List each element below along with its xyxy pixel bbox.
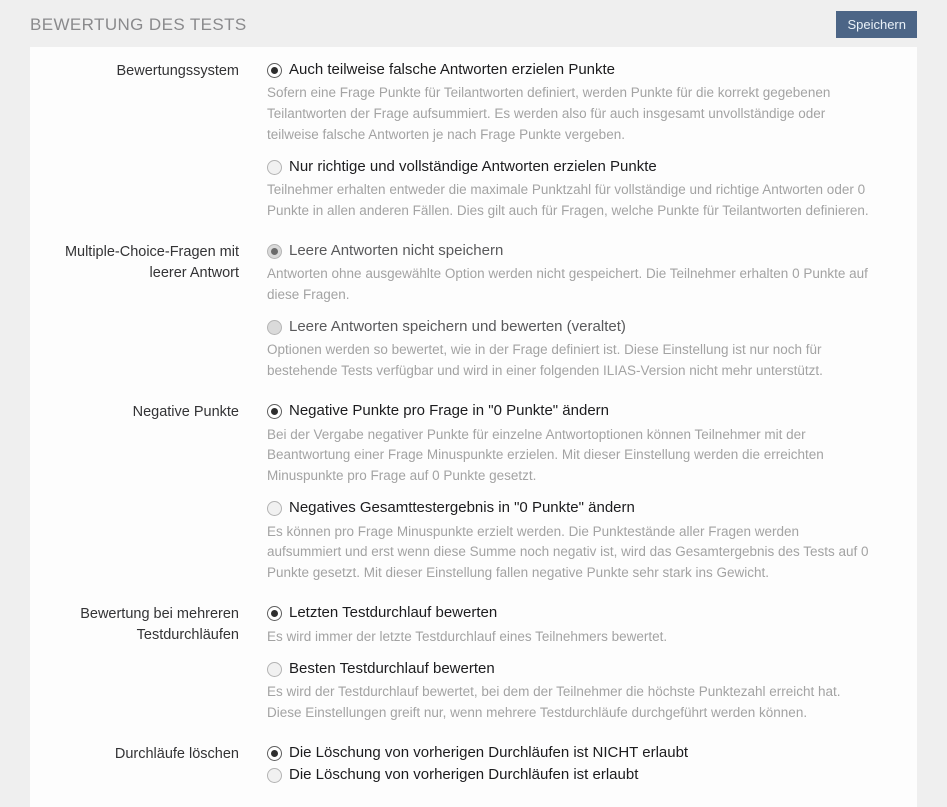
radio-option-label[interactable]: Negatives Gesamttestergebnis in "0 Punkte" ändern: [289, 499, 635, 517]
radio-button-unchecked-icon[interactable]: [267, 501, 282, 516]
radio-option-last-pass[interactable]: [267, 603, 875, 623]
option-help-text: Es wird immer der letzte Testdurchlauf eines Teilnehmers bewertet.: [267, 628, 668, 644]
radio-option-partial-points[interactable]: [267, 60, 875, 80]
radio-button-checked-icon[interactable]: [267, 63, 282, 78]
page-header: [0, 0, 947, 47]
radio-option-label: Leere Antworten nicht speichern: [289, 242, 504, 260]
option-help-text: Es können pro Frage Minuspunkte erzielt werden. Die Punktestände aller Fragen werden aufsummiert und erst wenn diese Summe noch negativ ist, wird das Gesamtergebnis des Tests auf 0 Punkte gesetzt. Mit dieser Einstellung fallen negative Punkte sehr stark ins Gewicht.: [267, 523, 869, 581]
radio-option-label[interactable]: Besten Testdurchlauf bewerten: [289, 659, 495, 677]
radio-option-empty-not-saved: [267, 241, 875, 261]
row-label-negative-punkte: Negative Punkte: [132, 404, 239, 421]
option-help-text: Antworten ohne ausgewählte Option werden nicht gespeichert. Die Teilnehmer erhalten 0 Punkte auf diese Fragen.: [267, 266, 868, 303]
radio-button-checked-icon[interactable]: [267, 606, 282, 621]
row-content: [267, 400, 917, 588]
form-row-mc-leere-antwort: [30, 240, 917, 386]
option-help-text: Optionen werden so bewertet, wie in der Frage definiert ist. Diese Einstellung ist nur noch für bestehende Tests verfügbar und wird in einer folgenden ILIAS-Version nicht mehr unterstützt.: [267, 342, 823, 379]
radio-option-best-pass[interactable]: [267, 659, 875, 679]
radio-option-delete-not-allowed[interactable]: [267, 743, 875, 763]
radio-option-label: Leere Antworten speichern und bewerten (veraltet): [289, 318, 626, 336]
radio-option-label[interactable]: Nur richtige und vollständige Antworten erzielen Punkte: [289, 158, 657, 176]
radio-option-label[interactable]: Negative Punkte pro Frage in "0 Punkte" ändern: [289, 402, 610, 420]
radio-button-unchecked-disabled-icon: [267, 320, 282, 335]
row-label-bewertungssystem: Bewertungssystem: [116, 63, 239, 79]
row-content: [267, 240, 917, 386]
radio-button-checked-icon[interactable]: [267, 746, 282, 761]
form-row-negative-punkte: [30, 400, 917, 588]
option-help-text: Bei der Vergabe negativer Punkte für einzelne Antwortoptionen können Teilnehmer mit der Beantwortung einer Frage Minuspunkte erzielen. Mit dieser Einstellung werden die erreichten Minuspunkte pro Frage auf 0 Punkte gesetzt.: [267, 426, 824, 484]
radio-option-negative-total[interactable]: [267, 498, 875, 518]
option-help-text: Es wird der Testdurchlauf bewertet, bei dem der Teilnehmer die höchste Punktezahl erreicht hat. Diese Einstellungen greift nur, wenn mehrere Testdurchläufe durchgeführt werden können.: [267, 683, 841, 720]
row-content: [267, 742, 917, 788]
radio-option-empty-saved-scored: [267, 317, 875, 337]
radio-button-unchecked-icon[interactable]: [267, 662, 282, 677]
page-title: BEWERTUNG DES TESTS: [30, 14, 247, 34]
radio-option-negative-per-question[interactable]: [267, 401, 875, 421]
radio-button-checked-disabled-icon: [267, 244, 282, 259]
row-content: [267, 59, 917, 226]
row-content: [267, 602, 917, 727]
radio-option-full-points-only[interactable]: [267, 157, 875, 177]
radio-button-unchecked-icon[interactable]: [267, 768, 282, 783]
form-row-mehrere-testdurchlaeufe: [30, 602, 917, 727]
radio-option-label[interactable]: Die Löschung von vorherigen Durchläufen ist NICHT erlaubt: [289, 743, 689, 761]
radio-option-label[interactable]: Letzten Testdurchlauf bewerten: [289, 604, 498, 622]
form-row-durchlaeufe-loeschen: [30, 742, 917, 788]
save-button[interactable]: Speichern: [836, 11, 917, 38]
row-label-mc-leere-antwort: Multiple-Choice-Fragen mit leerer Antwort: [64, 244, 239, 282]
radio-option-label[interactable]: Auch teilweise falsche Antworten erzielen Punkte: [289, 61, 616, 78]
option-help-text: Teilnehmer erhalten entweder die maximale Punktzahl für vollständige und richtige Antworten oder 0 Punkte in allen anderen Fällen. Dies gilt auch für Fragen, welche Punkte für Teilantworten definieren.: [267, 182, 869, 219]
form-row-bewertungssystem: [30, 59, 917, 226]
radio-button-checked-icon[interactable]: [267, 404, 282, 419]
row-label-mehrere-testdurchlaeufe: Bewertung bei mehreren Testdurchläufen: [80, 606, 239, 644]
option-help-text: Sofern eine Frage Punkte für Teilantworten definiert, werden Punkte für die korrekt gegebenen Teilantworten der Frage aufsummiert. Es werden also für auch insgesamt unvollständige oder teilweise falsche Antworten je nach Frage Punkte vergeben.: [267, 85, 831, 143]
radio-option-label[interactable]: Die Löschung von vorherigen Durchläufen ist erlaubt: [289, 765, 639, 783]
settings-form-panel: [30, 47, 917, 807]
radio-button-unchecked-icon[interactable]: [267, 160, 282, 175]
radio-option-delete-allowed[interactable]: [267, 765, 875, 785]
row-label-durchlaeufe-loeschen: Durchläufe löschen: [114, 745, 239, 762]
